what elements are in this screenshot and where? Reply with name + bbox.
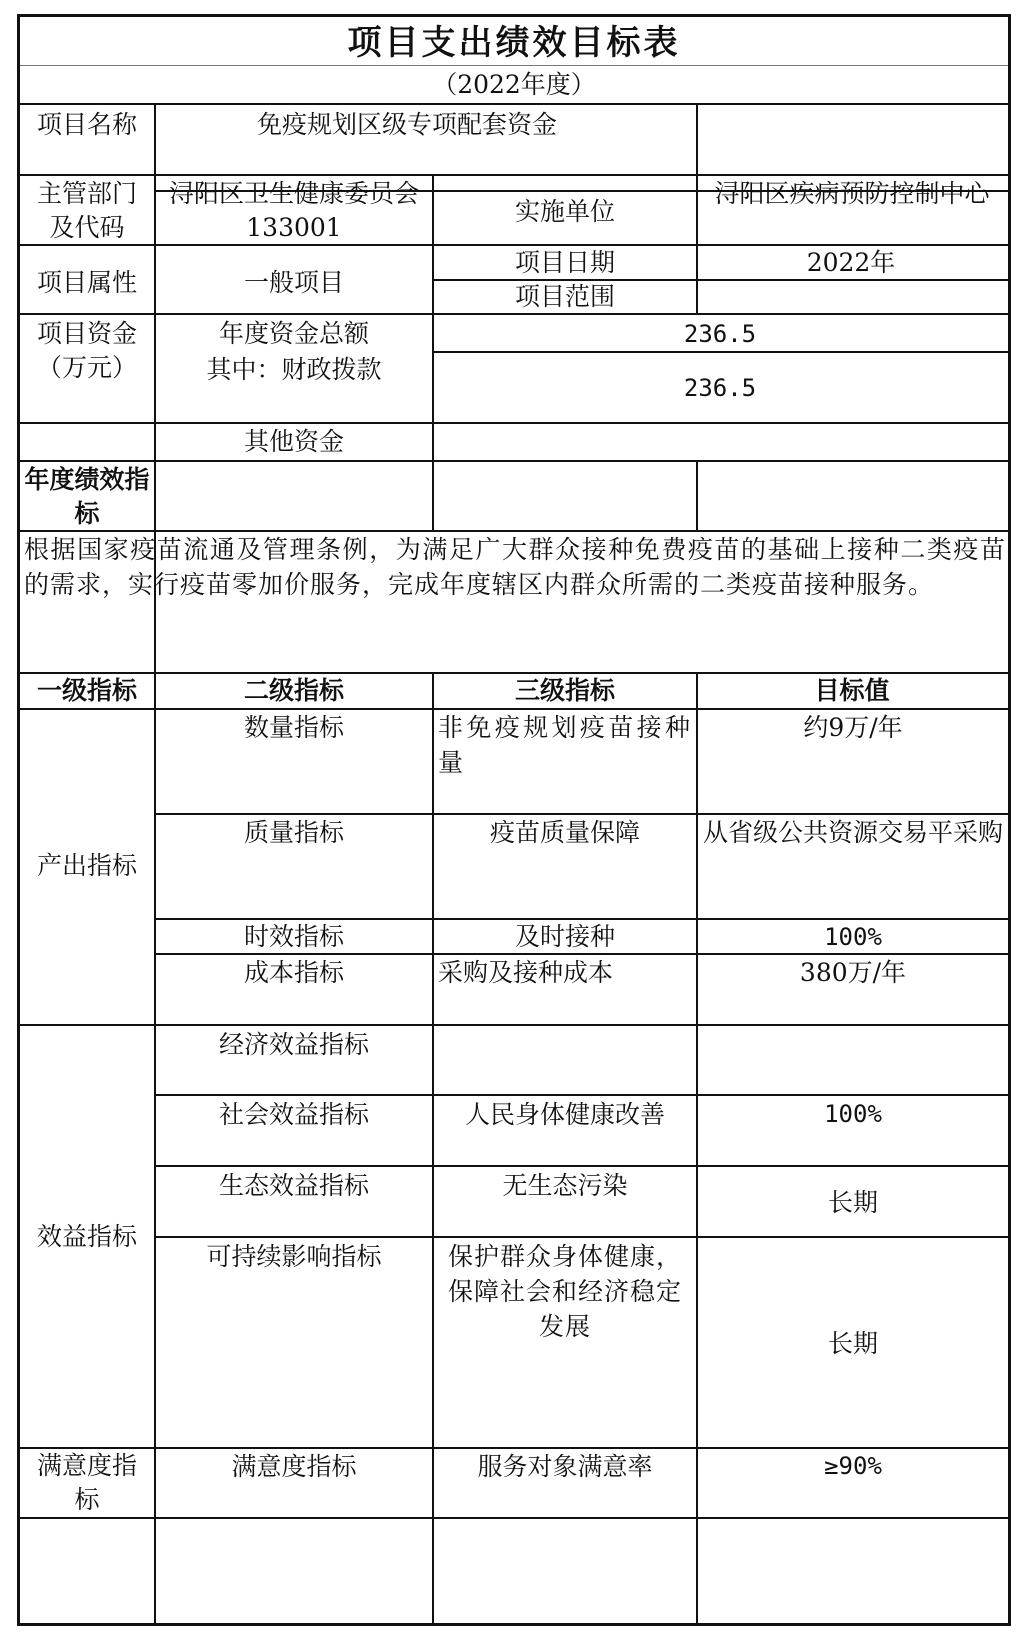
header-target: 目标值 — [814, 676, 890, 705]
benefit-ecological-level3: 无生态污染 — [502, 1171, 628, 1200]
date-value: 2022年 — [806, 248, 896, 277]
project-name-label: 项目名称 — [36, 110, 137, 139]
annual-goal-label: 年度绩效指标 — [24, 465, 150, 528]
funds-total-label: 年度资金总额 — [218, 319, 369, 348]
funds-other-label: 其他资金 — [243, 427, 344, 456]
benefit-label: 效益指标 — [36, 1222, 137, 1251]
header-level3: 三级指标 — [514, 676, 615, 705]
output-quantity-level3: 非免疫规划疫苗接种量 — [438, 713, 692, 777]
project-name-value: 免疫规划区级专项配套资金 — [257, 110, 558, 139]
benefit-economic-level2: 经济效益指标 — [218, 1030, 369, 1059]
funds-fiscal-value: 236.5 — [683, 374, 757, 402]
funds-fiscal-label: 其中：财政拨款 — [206, 355, 382, 384]
benefit-ecological-level2: 生态效益指标 — [218, 1171, 369, 1200]
benefit-social-level3: 人民身体健康改善 — [464, 1100, 665, 1129]
attribute-value: 一般项目 — [243, 268, 344, 297]
table-year: （2022年度） — [432, 70, 596, 99]
header-level1: 一级指标 — [36, 676, 137, 705]
benefit-social-level2: 社会效益指标 — [218, 1100, 369, 1129]
output-quantity-target: 约9万/年 — [803, 713, 903, 742]
funds-total-value: 236.5 — [683, 320, 757, 348]
output-timeliness-level3: 及时接种 — [514, 922, 615, 951]
satisfaction-label: 满意度指标 — [36, 1451, 137, 1514]
department-label: 主管部门及代码 — [36, 179, 137, 242]
output-quality-level3: 疫苗质量保障 — [489, 818, 640, 847]
funds-label: 项目资金（万元） — [36, 319, 137, 382]
output-quality-level2: 质量指标 — [243, 818, 344, 847]
header-level2: 二级指标 — [243, 676, 344, 705]
scope-label: 项目范围 — [514, 282, 615, 311]
satisfaction-level3: 服务对象满意率 — [477, 1452, 653, 1481]
table-title: 项目支出绩效目标表 — [347, 23, 681, 63]
output-cost-level3: 采购及接种成本 — [438, 958, 614, 987]
output-cost-level2: 成本指标 — [243, 958, 344, 987]
output-cost-target: 380万/年 — [799, 958, 907, 987]
satisfaction-target: ≥90% — [824, 1452, 882, 1480]
output-quality-target: 从省级公共资源交易平采购 — [702, 818, 1003, 847]
benefit-sustainable-level3: 保护群众身体健康，保障社会和经济稳定发展 — [447, 1242, 682, 1341]
department-value: 浔阳区卫生健康委员会133001 — [168, 179, 419, 242]
implementer-label: 实施单位 — [514, 197, 615, 226]
satisfaction-level2: 满意度指标 — [231, 1452, 357, 1481]
performance-target-table — [17, 14, 1011, 1626]
annual-goal-text: 根据国家疫苗流通及管理条例，为满足广大群众接种免费疫苗的基础上接种二类疫苗的需求，实行疫苗零加价服务，完成年度辖区内群众所需的二类疫苗接种服务。 — [24, 535, 1006, 599]
attribute-label: 项目属性 — [36, 268, 137, 297]
benefit-sustainable-target: 长期 — [827, 1329, 878, 1358]
benefit-sustainable-level2: 可持续影响指标 — [206, 1242, 382, 1271]
benefit-social-target: 100% — [824, 1100, 882, 1128]
output-timeliness-level2: 时效指标 — [243, 922, 344, 951]
output-quantity-level2: 数量指标 — [243, 713, 344, 742]
date-label: 项目日期 — [514, 248, 615, 277]
output-timeliness-target: 100% — [824, 923, 882, 951]
benefit-ecological-target: 长期 — [827, 1188, 878, 1217]
output-label: 产出指标 — [36, 851, 137, 880]
implementer-value: 浔阳区疾病预防控制中心 — [714, 179, 990, 208]
